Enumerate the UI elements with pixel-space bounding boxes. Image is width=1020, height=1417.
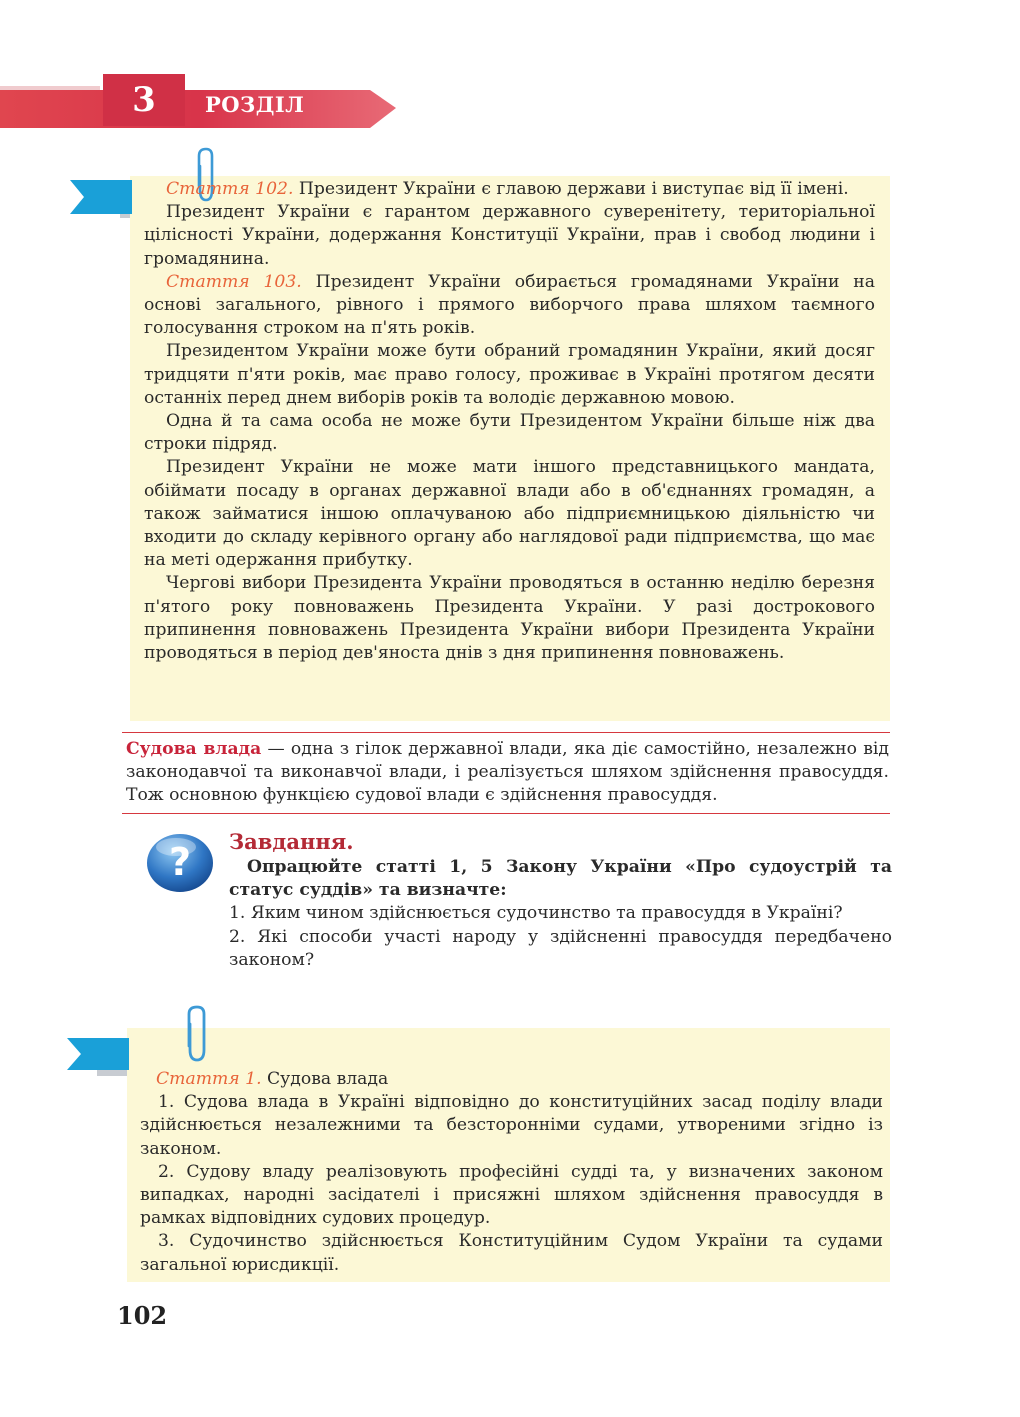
chapter-ribbon bbox=[0, 74, 396, 130]
article-title: Судова влада bbox=[261, 1069, 389, 1089]
paragraph bbox=[144, 178, 875, 201]
paperclip-icon bbox=[180, 1004, 214, 1064]
article-label: Стаття 103. bbox=[166, 271, 302, 292]
paragraph-text: Президент України не може мати іншого представницького мандата, обіймати посаду в органах державної влади або в об'єднаннях громадян, а також займатися іншою оплачуваною або підприємницькою діяльністю чи входити до складу керівного органу або наглядової ради підприємства, що має на меті одержання прибутку. bbox=[144, 457, 875, 571]
task-title: Завдання. bbox=[229, 829, 354, 854]
paragraph-text: Президент України обирається громадянами України на основі загального, рівного і прямого виборчого права шляхом таємного голосування строком на п'ять років. bbox=[144, 271, 876, 339]
paragraph: 1. Судова влада в Україні відповідно до конституційних засад поділу влади здійснюється незалежними та безсторонніми судами, утвореними згідно із законом. bbox=[140, 1092, 883, 1159]
divider-top bbox=[122, 732, 890, 733]
svg-text:?: ? bbox=[168, 840, 192, 884]
paragraph bbox=[144, 340, 875, 410]
question-icon bbox=[146, 829, 214, 893]
paragraph: 3. Судочинство здійснюється Конституційним Судом України та судами загальної юрисдикції. bbox=[140, 1231, 883, 1275]
constitution-articles bbox=[144, 178, 875, 665]
task-block bbox=[229, 828, 892, 972]
paragraph bbox=[144, 410, 875, 456]
paragraph bbox=[144, 572, 875, 665]
task-question-2: 2. Які способи участі народу у здійсненні правосуддя передбачено законом? bbox=[229, 926, 892, 970]
definition-term: Судова влада bbox=[126, 739, 262, 759]
task-instruction: Опрацюйте статті 1, 5 Закону України «Про судоустрій та статус суддів» та визначте: bbox=[229, 857, 892, 901]
paragraph-text: Президентом України може бути обраний громадянин України, який досяг тридцяти п'яти років, має право голосу, проживає в Україні протягом десяти останніх перед днем виборів років та володіє державною мовою. bbox=[144, 341, 875, 408]
bookmark-flag-icon bbox=[70, 180, 132, 214]
page-number: 102 bbox=[117, 1301, 168, 1330]
paragraph-text: Президент України є главою держави і виступає від її імені. bbox=[293, 179, 849, 199]
definition-block bbox=[126, 738, 889, 808]
paragraph bbox=[144, 271, 875, 341]
paragraph-text: Президент України є гарантом державного суверенітету, територіальної цілісності України, додержання Конституції України, прав і свобод людини і громадянина. bbox=[144, 202, 875, 269]
law-articles bbox=[140, 1068, 883, 1277]
divider-bottom bbox=[122, 813, 890, 814]
definition-text: — одна з гілок державної влади, яка діє самостійно, незалежно від законодавчої та виконавчої влади, і реалізується шляхом здійснення правосуддя. Тож основною функцією судової влади є здійснення правосуддя. bbox=[126, 739, 889, 806]
paragraph bbox=[144, 456, 875, 572]
paragraph-text: Чергові вибори Президента України проводяться в останню неділю березня п'ятого року повноважень Президента України. У разі дострокового припинення повноважень Президента України вибори Президента України проводяться в період дев'яноста днів з дня припинення повноважень. bbox=[144, 573, 875, 664]
chapter-label: РОЗДІЛ bbox=[205, 92, 305, 117]
paragraph: 2. Судову владу реалізовують професійні судді та, у визначених законом випадках, народні засідателі і присяжні шляхом здійснення правосуддя в рамках відповідних судових процедур. bbox=[140, 1161, 883, 1229]
paragraph bbox=[144, 201, 875, 271]
bookmark-flag-icon bbox=[67, 1038, 129, 1070]
chapter-number: 3 bbox=[132, 80, 156, 120]
task-question-1: 1. Яким чином здійснюється судочинство та правосуддя в Україні? bbox=[229, 903, 843, 924]
paragraph-text: Одна й та сама особа не може бути Президентом України більше ніж два строки підряд. bbox=[144, 411, 875, 455]
article-label: Стаття 102. bbox=[166, 179, 294, 199]
article-label: Стаття 1. bbox=[156, 1069, 262, 1089]
